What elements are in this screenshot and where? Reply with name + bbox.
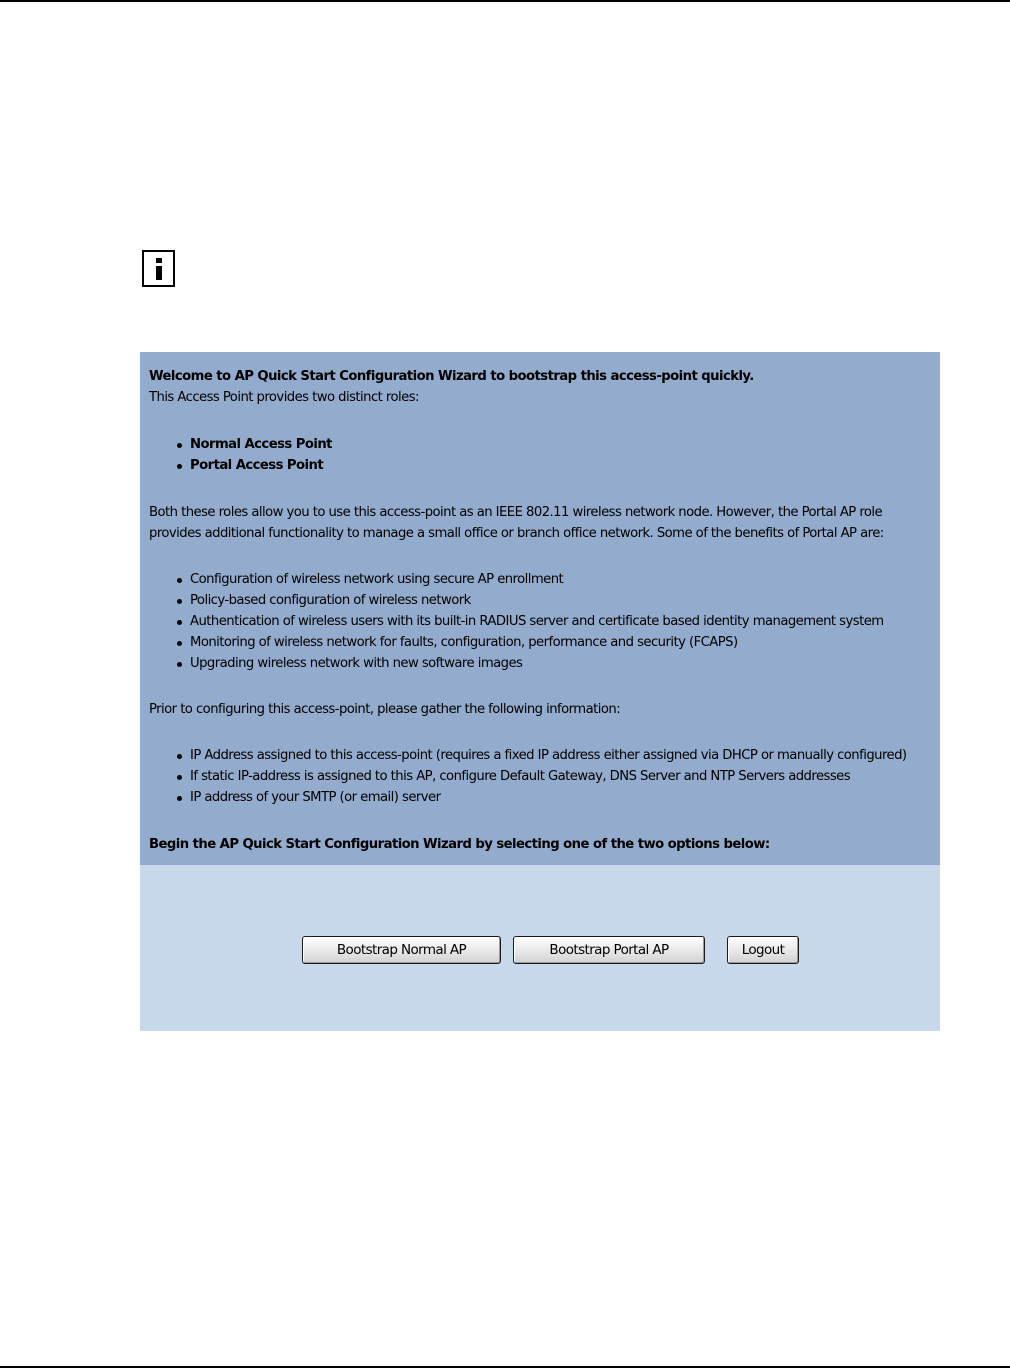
- page-top-rule: [0, 0, 1010, 2]
- wizard-info-section: [140, 352, 940, 865]
- prerequisites-intro: Prior to configuring this access-point, please gather the following information:: [149, 702, 621, 717]
- quick-start-wizard-panel: [140, 352, 940, 1031]
- list-item: Authentication of wireless users with its built-in RADIUS server and certificate based identity management system: [190, 611, 935, 632]
- list-item: Normal Access Point: [190, 434, 935, 455]
- prerequisites-list: [149, 745, 935, 808]
- list-item: Upgrading wireless network with new software images: [190, 653, 935, 674]
- list-item: IP address of your SMTP (or email) server: [190, 787, 935, 808]
- list-item: Configuration of wireless network using secure AP enrollment: [190, 569, 935, 590]
- list-item: Policy-based configuration of wireless network: [190, 590, 935, 611]
- bootstrap-normal-ap-button[interactable]: Bootstrap Normal AP: [302, 936, 501, 964]
- logout-button[interactable]: Logout: [727, 936, 799, 964]
- roles-description: Both these roles allow you to use this access-point as an IEEE 802.11 wireless network node. However, the Portal AP role provides additional functionality to manage a small office or branch office network. Some of the benefits of Portal AP are:: [149, 505, 884, 541]
- list-item: IP Address assigned to this access-point (requires a fixed IP address either assigned via DHCP or manually configured): [190, 745, 935, 766]
- list-item: Monitoring of wireless network for faults, configuration, performance and security (FCAPS): [190, 632, 935, 653]
- bootstrap-portal-ap-button[interactable]: Bootstrap Portal AP: [513, 936, 705, 964]
- begin-instruction: Begin the AP Quick Start Configuration Wizard by selecting one of the two options below:: [149, 837, 770, 852]
- welcome-heading: Welcome to AP Quick Start Configuration Wizard to bootstrap this access-point quickly.: [149, 369, 754, 384]
- roles-intro: This Access Point provides two distinct roles:: [149, 390, 419, 405]
- page-bottom-rule: [0, 1366, 1010, 1368]
- list-item: If static IP-address is assigned to this AP, configure Default Gateway, DNS Server and NTP Servers addresses: [190, 766, 935, 787]
- info-icon: [142, 250, 175, 287]
- roles-list: [149, 434, 935, 476]
- benefits-list: [149, 569, 935, 674]
- list-item: Portal Access Point: [190, 455, 935, 476]
